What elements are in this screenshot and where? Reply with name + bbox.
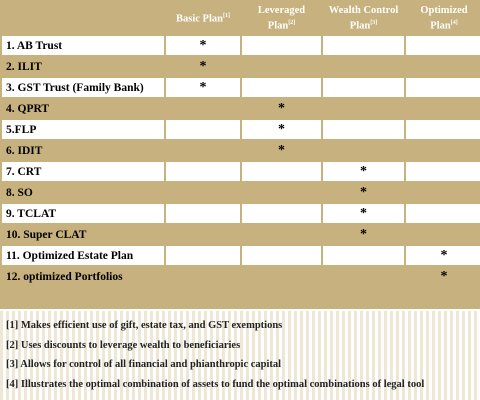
plan-cell bbox=[406, 78, 480, 97]
plan-cell bbox=[323, 246, 404, 265]
plan-cell bbox=[166, 267, 240, 286]
table-row bbox=[2, 99, 480, 118]
plan-cell bbox=[242, 78, 321, 97]
plan-cell bbox=[323, 120, 404, 139]
plan-cell: * bbox=[406, 267, 480, 286]
row-label: 7. CRT bbox=[2, 162, 164, 181]
plan-cell bbox=[323, 78, 404, 97]
plan-cell bbox=[323, 36, 404, 55]
row-label: 6. IDIT bbox=[2, 141, 164, 160]
plan-cell bbox=[166, 225, 240, 244]
plan-cell bbox=[242, 225, 321, 244]
plan-cell: * bbox=[323, 204, 404, 223]
plan-cell bbox=[242, 36, 321, 55]
plan-cell bbox=[242, 267, 321, 286]
footnote-ref: [1] bbox=[222, 13, 230, 20]
plan-cell bbox=[406, 162, 480, 181]
plan-cell bbox=[406, 204, 480, 223]
footnote-2: [2] Uses discounts to leverage wealth to beneficiaries bbox=[6, 340, 241, 351]
table-row bbox=[2, 225, 480, 244]
row-label: 9. TCLAT bbox=[2, 204, 164, 223]
row-label: 4. QPRT bbox=[2, 99, 164, 118]
plan-cell bbox=[406, 99, 480, 118]
footnote-3: [3] Allows for control of all financial and phianthropic capital bbox=[6, 359, 282, 370]
plan-cell: * bbox=[242, 120, 321, 139]
column-header-wealth-control-plan bbox=[323, 2, 404, 34]
plan-cell bbox=[406, 57, 480, 76]
row-label: 11. Optimized Estate Plan bbox=[2, 246, 164, 265]
row-label: 1. AB Trust bbox=[2, 36, 164, 55]
table-row bbox=[2, 267, 480, 286]
plan-cell bbox=[406, 36, 480, 55]
plan-cell bbox=[166, 162, 240, 181]
plan-cell: * bbox=[406, 246, 480, 265]
column-header-leveraged-plan bbox=[242, 2, 321, 34]
column-header-label: Basic Plan bbox=[176, 13, 223, 25]
table-row bbox=[2, 162, 480, 181]
plan-cell bbox=[166, 183, 240, 202]
plan-cell bbox=[323, 99, 404, 118]
footnotes-panel bbox=[0, 309, 480, 400]
plan-cell bbox=[242, 246, 321, 265]
plan-cell bbox=[406, 183, 480, 202]
plan-cell bbox=[323, 141, 404, 160]
plan-cell: * bbox=[242, 141, 321, 160]
row-label: 2. ILIT bbox=[2, 57, 164, 76]
plan-cell bbox=[323, 267, 404, 286]
table-row bbox=[2, 246, 480, 265]
plan-cell bbox=[406, 141, 480, 160]
plan-cell bbox=[406, 225, 480, 244]
row-label: 3. GST Trust (Family Bank) bbox=[2, 78, 164, 97]
table-row bbox=[2, 204, 480, 223]
plan-cell: * bbox=[166, 57, 240, 76]
plan-cell: * bbox=[323, 183, 404, 202]
column-header-optimized-plan bbox=[406, 2, 480, 34]
plan-cell bbox=[166, 246, 240, 265]
plan-cell: * bbox=[323, 162, 404, 181]
row-label: 12. optimized Portfolios bbox=[2, 267, 164, 286]
table-row bbox=[2, 120, 480, 139]
header-row bbox=[2, 2, 480, 34]
footnote-4: [4] Illustrates the optimal combination of assets to fund the optimal combinations of legal tool bbox=[6, 379, 425, 390]
plan-cell bbox=[242, 57, 321, 76]
plan-cell: * bbox=[166, 36, 240, 55]
plan-cell bbox=[242, 204, 321, 223]
table-row bbox=[2, 183, 480, 202]
plan-cell: * bbox=[242, 99, 321, 118]
footnote-1: [1] Makes efficient use of gift, estate tax, and GST exemptions bbox=[6, 320, 283, 331]
plan-cell bbox=[166, 99, 240, 118]
plan-cell bbox=[166, 204, 240, 223]
footnote-ref: [4] bbox=[450, 19, 458, 26]
table-row bbox=[2, 78, 480, 97]
footnote-ref: [3] bbox=[370, 19, 378, 26]
plan-cell bbox=[323, 57, 404, 76]
plan-cell bbox=[406, 120, 480, 139]
row-label: 10. Super CLAT bbox=[2, 225, 164, 244]
table-row bbox=[2, 36, 480, 55]
plan-cell bbox=[242, 183, 321, 202]
header-corner bbox=[2, 2, 164, 34]
column-header-label: Wealth Control Plan bbox=[328, 4, 399, 32]
row-label: 8. SO bbox=[2, 183, 164, 202]
row-label: 5.FLP bbox=[2, 120, 164, 139]
table-row bbox=[2, 57, 480, 76]
plan-cell: * bbox=[323, 225, 404, 244]
column-header-label: Leveraged Plan bbox=[257, 4, 306, 32]
column-header-label: Optimized Plan bbox=[420, 4, 468, 32]
plan-cell bbox=[242, 162, 321, 181]
plan-cell bbox=[166, 120, 240, 139]
table-row bbox=[2, 141, 480, 160]
footnote-ref: [2] bbox=[288, 19, 296, 26]
plan-cell bbox=[166, 141, 240, 160]
plan-cell: * bbox=[166, 78, 240, 97]
column-header-basic-plan bbox=[166, 2, 240, 34]
